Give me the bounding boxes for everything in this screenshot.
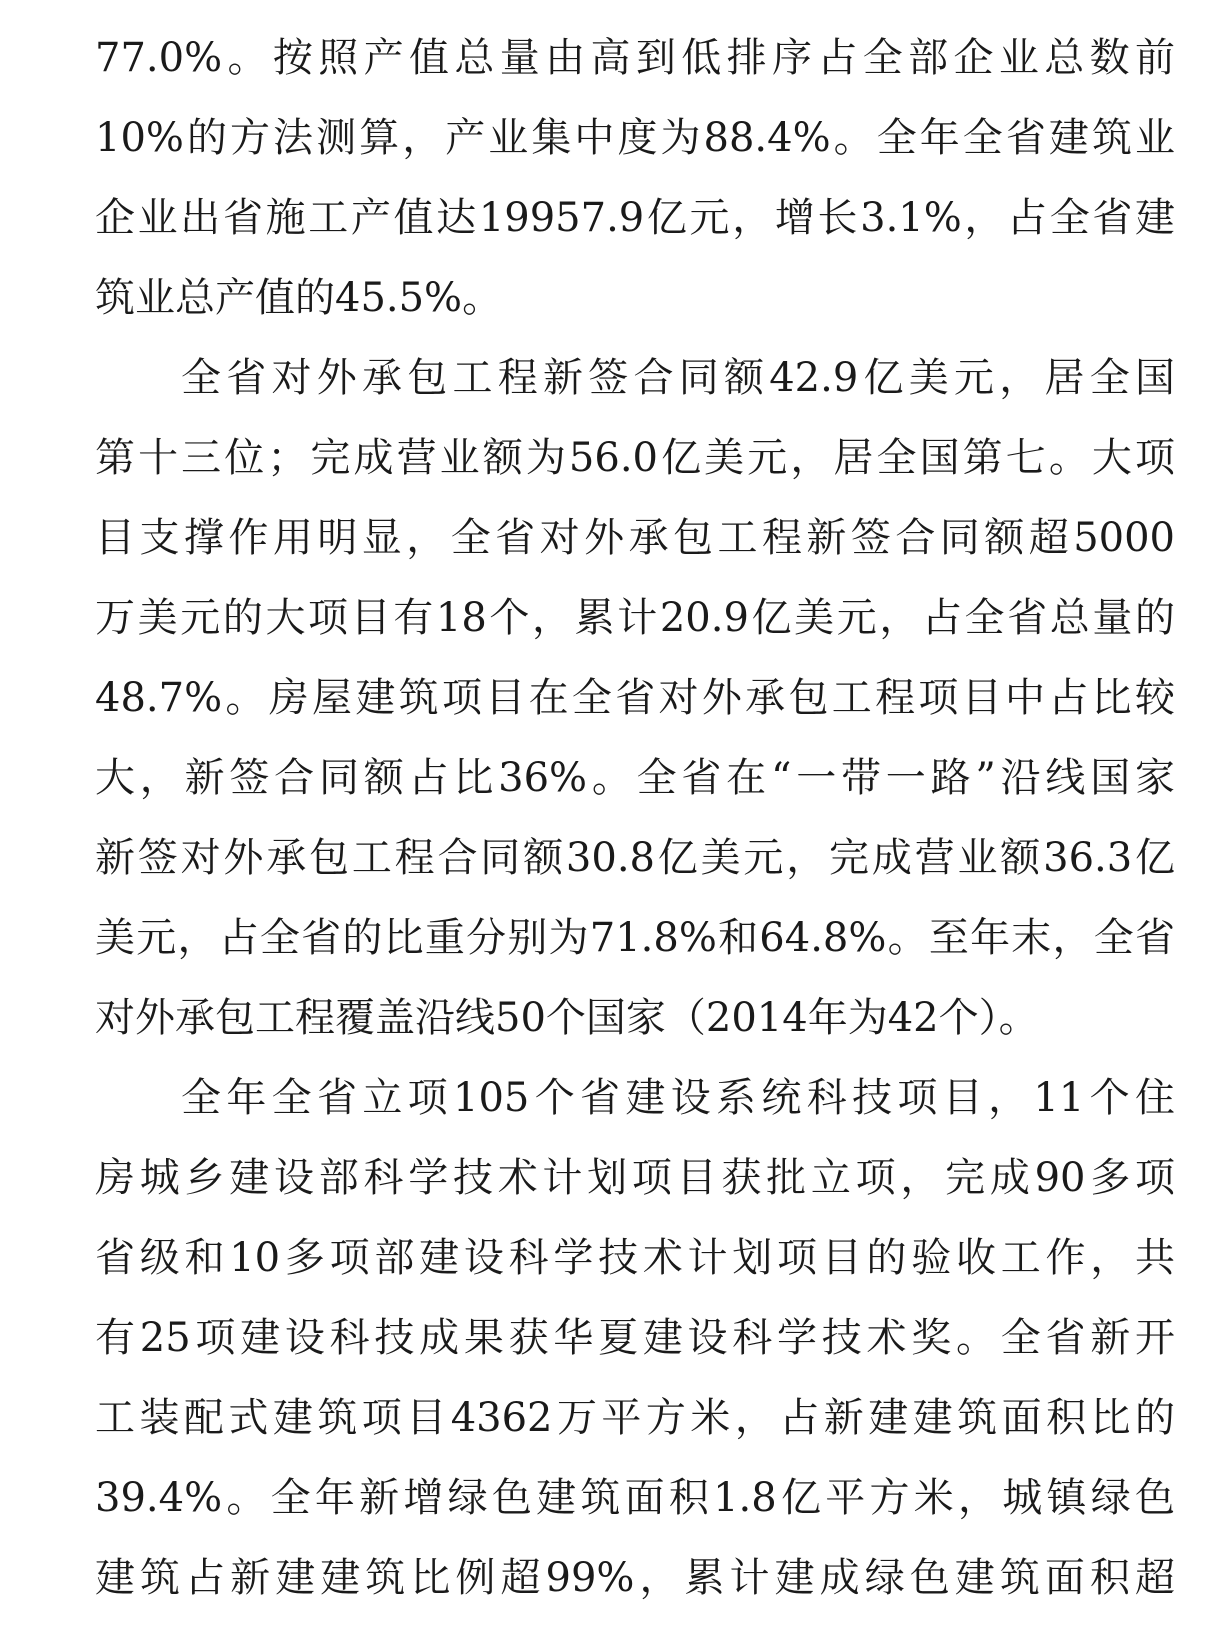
text-line: 全年全省立项105个省建设系统科技项目，11个住 [181,1075,1175,1121]
text-line: 10%的方法测算，产业集中度为88.4%。全年全省建筑业 [95,115,1175,161]
paragraph-2 [95,338,1175,1058]
text-line: 房城乡建设部科学技术计划项目获批立项，完成90多项 [95,1155,1175,1201]
text-line: 大，新签合同额占比36%。全省在“一带一路”沿线国家 [95,755,1175,801]
text-line: 新签对外承包工程合同额30.8亿美元，完成营业额36.3亿 [95,835,1175,881]
text-line: 对外承包工程覆盖沿线50个国家（2014年为42个）。 [95,995,1039,1041]
text-line: 全省对外承包工程新签合同额42.9亿美元，居全国 [181,355,1175,401]
text-line: 工装配式建筑项目4362万平方米，占新建建筑面积比的 [95,1395,1175,1441]
text-line: 有25项建设科技成果获华夏建设科学技术奖。全省新开 [95,1315,1175,1361]
text-line: 省级和10多项部建设科学技术计划项目的验收工作，共 [95,1235,1175,1281]
text-line: 77.0%。按照产值总量由高到低排序占全部企业总数前 [95,35,1175,81]
paragraph-1 [95,18,1175,338]
text-line: 39.4%。全年新增绿色建筑面积1.8亿平方米，城镇绿色 [95,1475,1175,1521]
document-page [95,18,1175,1618]
text-line: 第十三位；完成营业额为56.0亿美元，居全国第七。大项 [95,435,1175,481]
text-line: 筑业总产值的45.5%。 [95,275,503,321]
text-line: 建筑占新建建筑比例超99%，累计建成绿色建筑面积超 [95,1555,1175,1601]
paragraph-3 [95,1058,1175,1618]
text-line: 目支撑作用明显，全省对外承包工程新签合同额超5000 [95,515,1175,561]
text-line: 企业出省施工产值达19957.9亿元，增长3.1%，占全省建 [95,195,1175,241]
text-line: 美元，占全省的比重分别为71.8%和64.8%。至年末，全省 [95,915,1175,961]
text-line: 48.7%。房屋建筑项目在全省对外承包工程项目中占比较 [95,675,1175,721]
text-line: 万美元的大项目有18个，累计20.9亿美元，占全省总量的 [95,595,1175,641]
